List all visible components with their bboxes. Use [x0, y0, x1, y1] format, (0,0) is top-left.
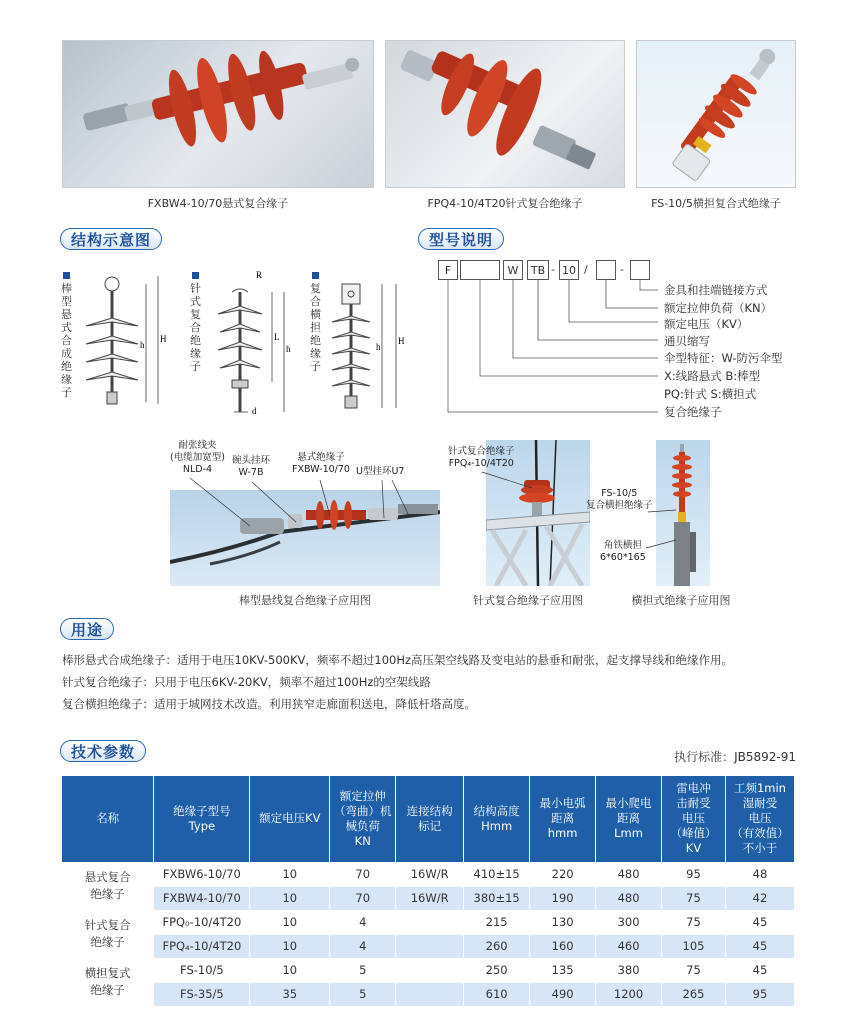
group-name-cross-arm: 横担复式 绝缘子 — [62, 958, 154, 1006]
dim-d: d — [252, 406, 257, 416]
bullet-square-icon — [312, 272, 319, 279]
model-sep-dash: - — [551, 263, 555, 276]
cell-voltage: 10 — [250, 910, 330, 934]
cell-arc: 135 — [530, 958, 596, 982]
cross-arm-application-caption: 横担式绝缘子应用图 — [631, 594, 731, 607]
cell-voltage: 10 — [250, 934, 330, 958]
table-row — [62, 958, 795, 982]
cell-impulse: 75 — [662, 910, 726, 934]
cell-creep: 480 — [596, 862, 662, 886]
usage-line-rod: 棒形悬式合成绝缘子：适用于电压10KV-500KV，频率不超过100Hz高压架空线路及变电站的悬垂和耐张，起支撑导线和绝缘作用。 — [62, 653, 734, 667]
callout-w7b: 碗头挂环 W-7B — [232, 455, 271, 478]
cell-type: FXBW6-10/70 — [154, 862, 250, 886]
photo-fxbw-caption: FXBW4-10/70悬式复合缘子 — [147, 197, 289, 210]
cell-load: 70 — [330, 862, 396, 886]
cell-wet: 48 — [725, 862, 794, 886]
model-box-fitting — [630, 260, 650, 280]
cell-load: 4 — [330, 910, 396, 934]
cell-arc: 160 — [530, 934, 596, 958]
table-row — [62, 886, 795, 910]
cell-type: FPQ₄-10/4T20 — [154, 934, 250, 958]
bullet-square-icon — [192, 272, 199, 279]
cell-height: 250 — [464, 958, 530, 982]
model-desc-type-x: X:线路悬式 B:棒型 — [664, 369, 761, 383]
dim-R: R — [256, 270, 263, 280]
section-tech-heading — [60, 740, 146, 762]
table-row — [62, 862, 795, 886]
cell-height: 215 — [464, 910, 530, 934]
cell-voltage: 10 — [250, 886, 330, 910]
callout-fs: FS-10/5 复合横担绝缘子 — [586, 488, 653, 511]
cross-arm-insulator-label: 复合横担绝缘子 — [309, 272, 322, 373]
model-box-voltage: 10 — [559, 260, 579, 280]
rod-insulator-diagram — [76, 262, 168, 412]
dim-h-cross: h — [376, 342, 381, 352]
dim-H-cross: H — [398, 336, 405, 346]
model-box-load — [596, 260, 616, 280]
group-name-pin: 针式复合 绝缘子 — [62, 910, 154, 958]
rod-insulator-label: 棒型悬式合成绝缘子 — [60, 272, 73, 399]
cell-creep: 300 — [596, 910, 662, 934]
cell-wet: 45 — [725, 958, 794, 982]
cell-arc: 190 — [530, 886, 596, 910]
group-name-suspension: 悬式复合 绝缘子 — [62, 862, 154, 910]
photo-fpq-insulator — [385, 40, 625, 188]
dim-H: H — [160, 334, 167, 344]
cell-wet: 45 — [725, 934, 794, 958]
cell-height: 260 — [464, 934, 530, 958]
section-tech-title: 技术参数 — [71, 742, 136, 761]
cell-connection — [396, 982, 464, 1006]
model-box-f: F — [438, 260, 458, 280]
cell-load: 5 — [330, 958, 396, 982]
section-model-title: 型号说明 — [429, 230, 494, 249]
cell-wet: 95 — [725, 982, 794, 1006]
cell-voltage: 35 — [250, 982, 330, 1006]
pin-insulator-label: 针式复合绝缘子 — [189, 272, 202, 373]
pin-insulator-diagram — [204, 262, 304, 422]
cell-arc: 490 — [530, 982, 596, 1006]
dim-h: h — [140, 340, 145, 350]
header-height: 结构高度 Hmm — [464, 776, 530, 862]
cell-creep: 380 — [596, 958, 662, 982]
cell-arc: 130 — [530, 910, 596, 934]
cell-creep: 480 — [596, 886, 662, 910]
rod-application-caption: 棒型悬线复合绝缘子应用图 — [239, 594, 371, 607]
header-wet: 工频1min 湿耐受 电压 （有效值） 不小于 — [725, 776, 794, 862]
dim-h-pin: h — [286, 344, 291, 354]
header-voltage: 额定电压KV — [250, 776, 330, 862]
callout-fpq: 针式复合绝缘子 FPQ₄-10/4T20 — [448, 446, 515, 469]
cell-height: 610 — [464, 982, 530, 1006]
tech-spec-table — [62, 776, 795, 1007]
cell-connection — [396, 934, 464, 958]
header-connection: 连接结构 标记 — [396, 776, 464, 862]
cell-creep: 460 — [596, 934, 662, 958]
dim-L: L — [274, 332, 280, 342]
cell-connection: 16W/R — [396, 886, 464, 910]
model-desc-shed: 伞型特征：W-防污伞型 — [664, 351, 783, 365]
section-usage-title: 用途 — [71, 620, 104, 639]
header-impulse: 雷电冲 击耐受 电压 （峰值） KV — [662, 776, 726, 862]
cell-impulse: 265 — [662, 982, 726, 1006]
photo-fxbw-insulator — [62, 40, 374, 188]
cell-type: FXBW4-10/70 — [154, 886, 250, 910]
section-model-heading — [418, 228, 504, 250]
usage-line-cross: 复合横担绝缘子：适用于城网技术改造。利用狭窄走廊面积送电，降低杆塔高度。 — [62, 697, 476, 711]
callout-nld: 耐张线夹 (电缆加宽型) NLD-4 — [170, 440, 225, 475]
cell-voltage: 10 — [250, 862, 330, 886]
rod-callout-leaders — [170, 476, 440, 536]
cell-height: 410±15 — [464, 862, 530, 886]
cell-load: 70 — [330, 886, 396, 910]
table-row — [62, 982, 795, 1006]
section-structure-title: 结构示意图 — [71, 230, 152, 249]
standard-label: 执行标准：JB5892-91 — [674, 750, 796, 764]
cell-impulse: 75 — [662, 886, 726, 910]
cell-impulse: 75 — [662, 958, 726, 982]
model-sep-slash: / — [584, 263, 588, 276]
callout-u7: U型挂环U7 — [356, 466, 405, 477]
cell-impulse: 105 — [662, 934, 726, 958]
header-name: 名称 — [62, 776, 154, 862]
header-arc: 最小电弧 距离 hmm — [530, 776, 596, 862]
header-load: 额定拉伸 （弯曲）机 械负荷 KN — [330, 776, 396, 862]
cross-arm-insulator-diagram — [324, 262, 420, 420]
pin-callout-leader — [478, 470, 538, 492]
cell-wet: 45 — [725, 910, 794, 934]
table-row — [62, 910, 795, 934]
cell-arc: 220 — [530, 862, 596, 886]
model-desc-load: 额定拉伸负荷（KN） — [664, 301, 773, 315]
cell-impulse: 95 — [662, 862, 726, 886]
table-header-row — [62, 776, 795, 862]
photo-fs-insulator — [636, 40, 796, 188]
model-desc-type-pq: PQ:针式 S:横担式 — [664, 387, 757, 401]
cell-load: 4 — [330, 934, 396, 958]
cell-type: FPQ₀-10/4T20 — [154, 910, 250, 934]
cell-height: 380±15 — [464, 886, 530, 910]
cell-wet: 42 — [725, 886, 794, 910]
cell-creep: 1200 — [596, 982, 662, 1006]
model-desc-voltage: 额定电压（KV） — [664, 317, 749, 331]
pin-application-caption: 针式复合绝缘子应用图 — [473, 594, 583, 607]
cell-load: 5 — [330, 982, 396, 1006]
bullet-square-icon — [63, 272, 70, 279]
cell-voltage: 10 — [250, 958, 330, 982]
header-type: 绝缘子型号 Type — [154, 776, 250, 862]
section-usage-heading — [60, 618, 114, 640]
cell-type: FS-10/5 — [154, 958, 250, 982]
photo-fs-caption: FS-10/5横担复合式绝缘子 — [651, 197, 781, 210]
cell-connection — [396, 910, 464, 934]
model-desc-fitting: 金具和挂端链接方式 — [664, 283, 768, 297]
cross-callout-leaders — [600, 500, 680, 560]
section-structure-heading — [60, 228, 162, 250]
model-box-tb: TB — [527, 260, 549, 280]
header-creep: 最小爬电 距离 Lmm — [596, 776, 662, 862]
cell-connection — [396, 958, 464, 982]
model-desc-abbrev: 通贝缩写 — [664, 334, 710, 348]
model-sep-dash2: - — [620, 263, 624, 276]
model-leader-lines — [430, 280, 670, 420]
table-row — [62, 934, 795, 958]
cell-type: FS-35/5 — [154, 982, 250, 1006]
cell-connection: 16W/R — [396, 862, 464, 886]
model-box-w: W — [503, 260, 523, 280]
callout-fxbw: 悬式绝缘子 FXBW-10/70 — [292, 452, 350, 475]
model-box-series — [460, 260, 500, 280]
model-desc-composite: 复合绝缘子 — [664, 405, 722, 419]
usage-line-pin: 针式复合绝缘子：只用于电压6KV-20KV，频率不超过100Hz的空架线路 — [62, 675, 431, 689]
callout-angle-iron: 角铁横担 6*60*165 — [600, 540, 646, 563]
photo-fpq-caption: FPQ4-10/4T20针式复合绝缘子 — [427, 197, 583, 210]
